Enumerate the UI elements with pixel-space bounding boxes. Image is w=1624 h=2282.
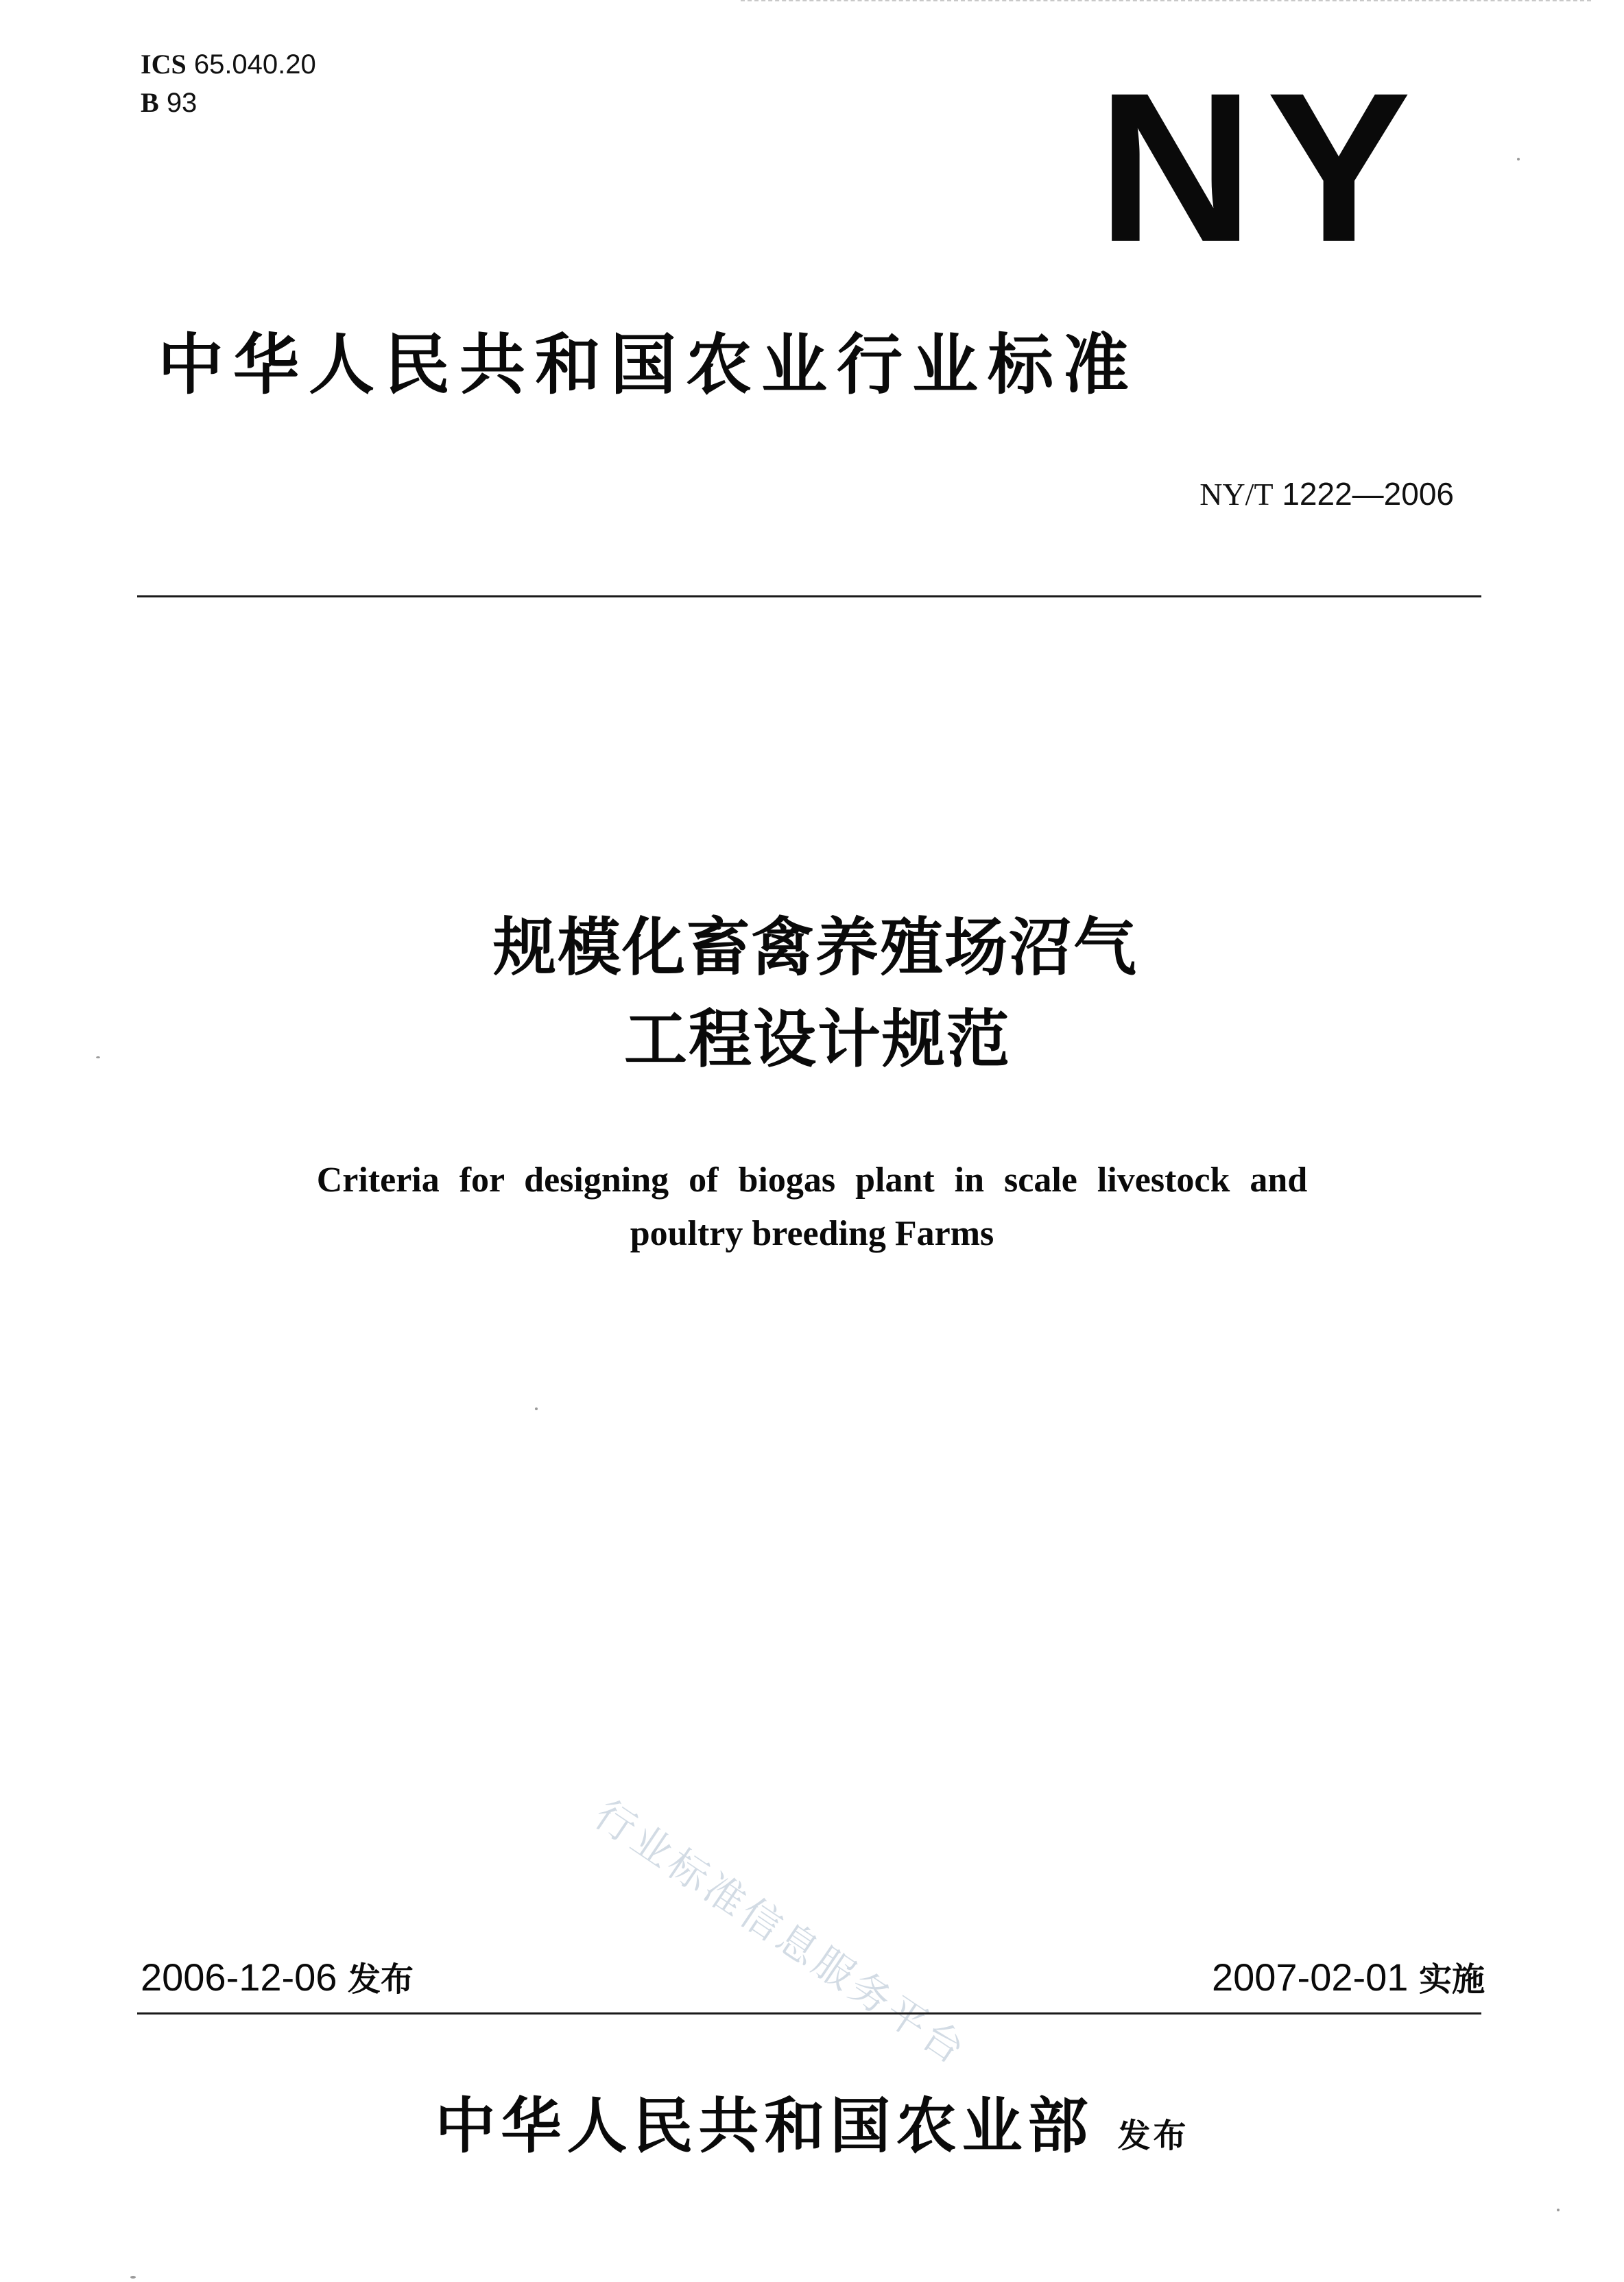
standard-number: [1199, 473, 1454, 515]
ics-label: ICS: [141, 49, 187, 80]
ics-line: [141, 45, 316, 84]
top-divider: [137, 595, 1481, 597]
implementation-date-group: [1212, 1953, 1485, 2004]
ccs-line: [141, 84, 316, 122]
english-title: [0, 1154, 1624, 1261]
publisher: [0, 2088, 1624, 2163]
ny-logo: NY: [1097, 48, 1424, 286]
ccs-label: B: [141, 87, 159, 118]
classification-codes: [141, 45, 316, 122]
scan-speck: [1517, 158, 1520, 161]
english-title-line-1: Criteria for designing of biogas plant in scale livestock and: [316, 1161, 1308, 1200]
scan-speck: [535, 1407, 538, 1410]
publisher-action: 发布: [1117, 2117, 1189, 2155]
standard-number-prefix: NY/T: [1199, 477, 1274, 512]
chinese-title: [0, 902, 1624, 1086]
watermark: 行业标准信息服务平台: [586, 1790, 977, 2076]
issue-label: 发布: [348, 1960, 414, 1999]
scan-speck: [96, 1056, 100, 1058]
scan-speck: [130, 2276, 136, 2279]
standard-category-heading: 中华人民共和国农业行业标准: [158, 326, 1138, 403]
scan-edge-artifact: [741, 0, 1591, 7]
english-title-line-2: poultry breeding Farms: [630, 1214, 994, 1253]
scan-speck: [1557, 2209, 1560, 2211]
chinese-title-line-2: 工程设计规范: [623, 1003, 1011, 1076]
implementation-label: 实施: [1418, 1960, 1485, 1999]
publisher-organization: 中华人民共和国农业部: [435, 2090, 1094, 2161]
ics-code: 65.040.20: [193, 49, 316, 80]
chinese-title-line-1: 规模化畜禽养殖场沼气: [492, 911, 1138, 984]
standard-number-value: 1222—2006: [1282, 476, 1454, 512]
issue-date: 2006-12-06: [141, 1956, 337, 1999]
bottom-divider: [137, 2012, 1481, 2014]
issue-date-group: [141, 1953, 414, 2004]
date-row: [141, 1953, 1485, 2001]
implementation-date: 2007-02-01: [1211, 1956, 1409, 1999]
ccs-code: 93: [166, 88, 198, 118]
